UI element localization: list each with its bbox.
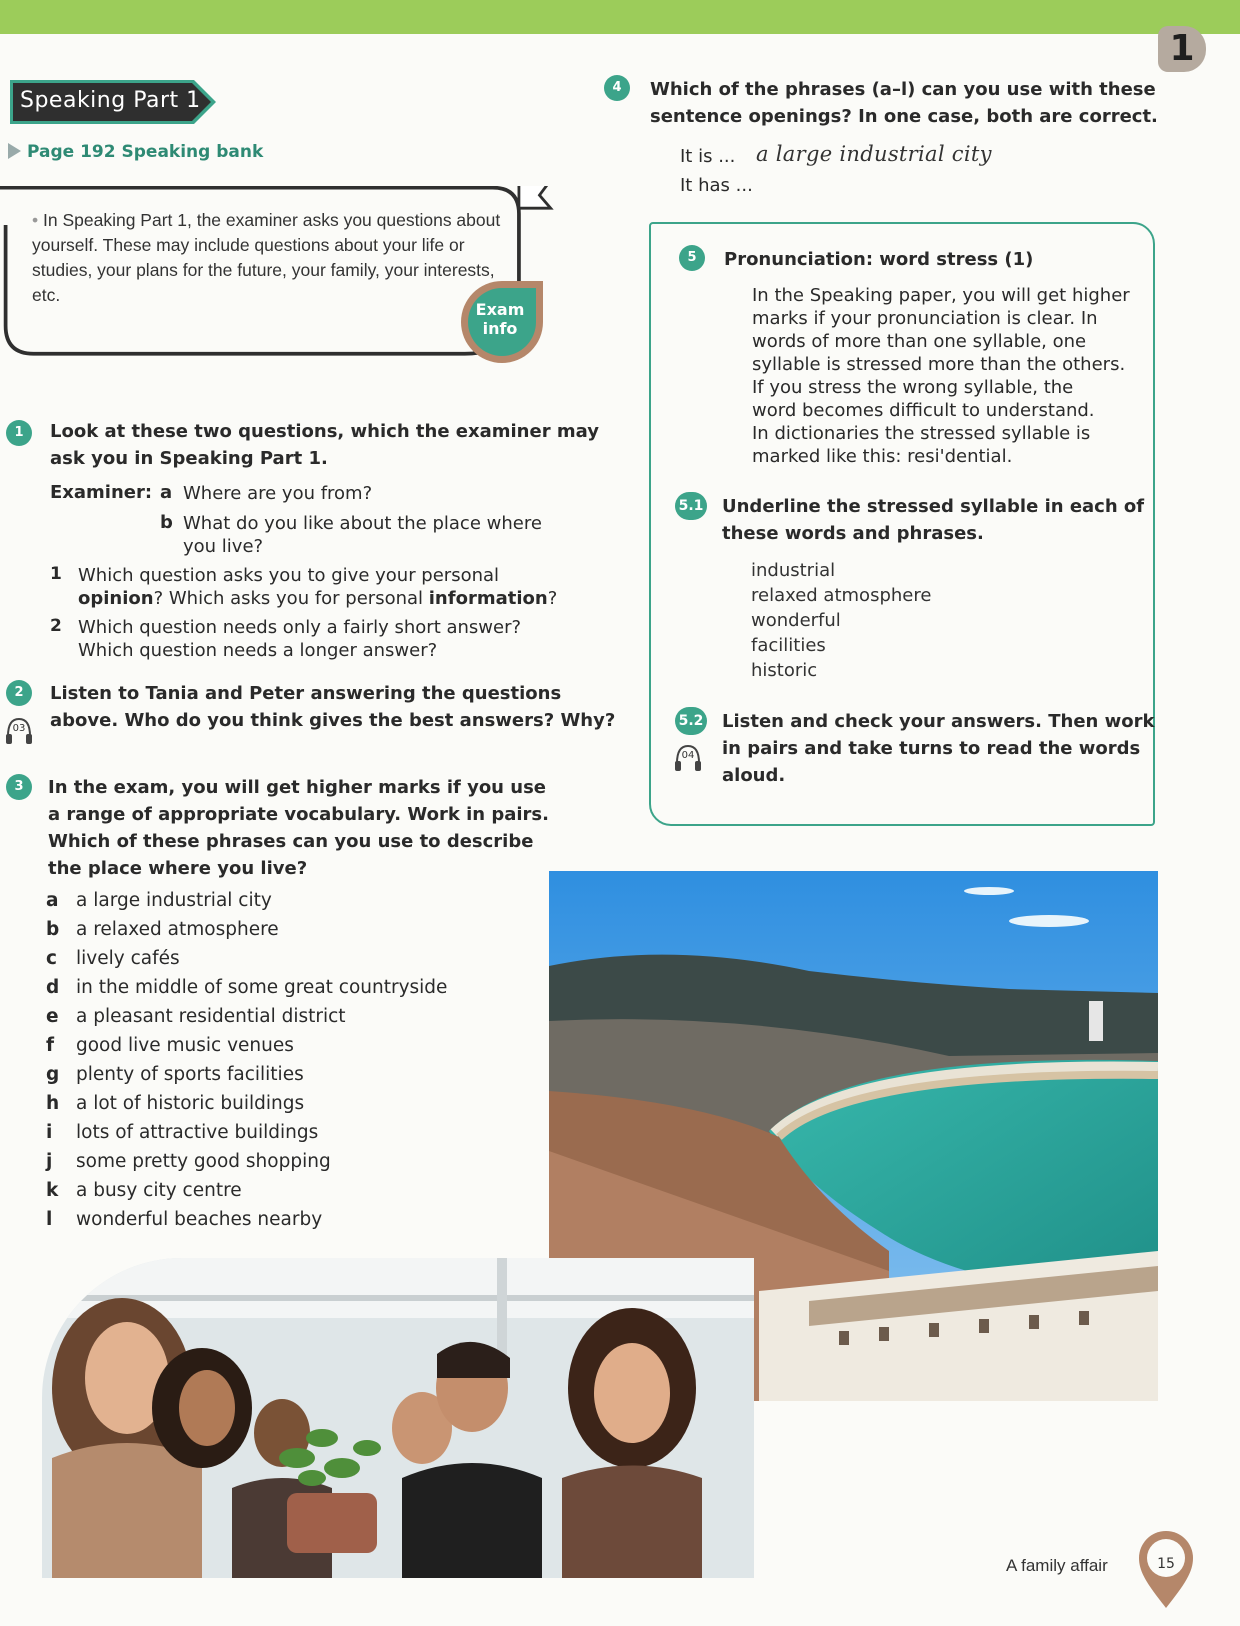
flag-icon	[519, 186, 551, 208]
exercise-4-number: 4	[604, 75, 630, 101]
friends-group-photo	[42, 1258, 754, 1578]
exercise-5-1-number: 5.1	[675, 492, 707, 520]
question-b-key: b	[160, 512, 173, 533]
list-item: relaxed atmosphere	[751, 585, 932, 606]
exercise-5-number: 5	[679, 245, 705, 271]
exercise-3-number: 3	[6, 774, 32, 800]
exercise-5-title: Pronunciation: word stress (1)	[724, 249, 1034, 270]
exam-info-text: • In Speaking Part 1, the examiner asks you questions about yourself. These may include questions about your life or studies, your plans for the future, your family, your interests, etc.	[32, 210, 501, 305]
question-a-text: Where are you from?	[183, 483, 373, 504]
opening-it-has: It has ...	[680, 175, 753, 196]
bullet-icon: •	[32, 210, 43, 230]
audio-track-04: 04	[681, 750, 695, 761]
word-list	[751, 558, 931, 683]
question-a-key: a	[160, 482, 173, 503]
exercise-5-2-number: 5.2	[675, 707, 707, 735]
list-item: wonderful	[751, 610, 841, 631]
unit-number-tab: 1	[1158, 26, 1206, 72]
list-item: historic	[751, 660, 818, 681]
section-ribbon	[10, 80, 216, 124]
speaking-bank-link[interactable]	[8, 142, 263, 162]
page-number: 15	[1157, 1556, 1175, 1572]
question-b-text: What do you like about the place where you live?	[183, 513, 542, 557]
exercise-1-number: 1	[6, 420, 32, 446]
exercise-3-instruction: In the exam, you will get higher marks if you use a range of appropriate vocabulary. Work in pairs. Which of these phrases can you use to describe the place where you live?	[48, 777, 549, 879]
arrow-right-icon	[8, 143, 21, 159]
section-title: Speaking Part 1	[20, 88, 201, 113]
opening-it-is: It is ...	[680, 146, 736, 167]
exercise-5-1-instruction: Underline the stressed syllable in each of these words and phrases.	[722, 496, 1145, 544]
exam-info-badge-label: Exam info	[475, 300, 525, 338]
handwritten-answer: a large industrial city	[756, 142, 992, 166]
sub-question-1-number: 1	[50, 564, 62, 584]
exercise-1-instruction: Look at these two questions, which the examiner may ask you in Speaking Part 1.	[50, 421, 599, 469]
sub-question-1-text: Which question asks you to give your personal opinion? Which asks you for personal information?	[78, 565, 558, 609]
audio-track-03: 03	[12, 723, 26, 734]
sub-question-2-text: Which question needs only a fairly short answer? Which question needs a longer answer?	[78, 617, 522, 661]
list-item: industrial	[751, 560, 836, 581]
list-item: facilities	[751, 635, 826, 656]
unit-title-footer: A family affair	[1006, 1556, 1108, 1575]
exercise-5-2-instruction: Listen and check your answers. Then work in pairs and take turns to read the words aloud.	[722, 711, 1155, 786]
speaking-bank-label: Page 192 Speaking bank	[27, 142, 264, 162]
exercise-4-instruction: Which of the phrases (a–l) can you use with these sentence openings? In one case, both are correct.	[650, 79, 1158, 127]
exercise-2-number: 2	[6, 680, 32, 706]
exercise-5-body: In the Speaking paper, you will get higher marks if your pronunciation is clear. In words of more than one syllable, one syllable is stressed more than the others. If you stress the wrong syllable, the word becomes difficult to understand. In dictionaries the stressed syllable is marked like this: resi'dential.	[752, 285, 1130, 467]
exercise-2-instruction: Listen to Tania and Peter answering the questions above. Who do you think gives the best answers? Why?	[50, 683, 616, 731]
examiner-label: Examiner:	[50, 482, 153, 503]
top-color-bar	[0, 0, 1240, 34]
sub-question-2-number: 2	[50, 616, 62, 636]
